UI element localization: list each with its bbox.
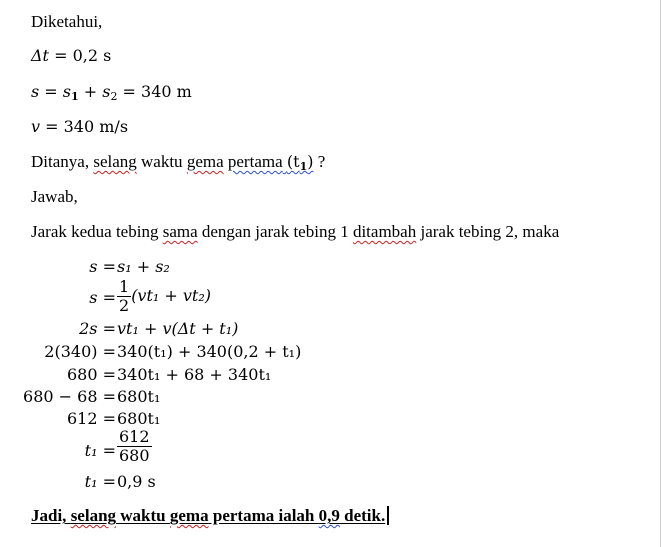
step-5-lhs: 680 =: [66, 365, 116, 384]
conclusion-word-selang[interactable]: selang: [70, 506, 117, 525]
step-8: [0, 428, 661, 470]
question-suffix: ?: [313, 152, 326, 171]
step-7-lhs: 612 =: [66, 409, 116, 428]
question-word-gema[interactable]: gema: [186, 152, 224, 171]
distance-value: = 340 m: [117, 82, 192, 101]
answer-intro-part3: dengan jarak tebing 1: [197, 222, 353, 241]
delta-t-line: [31, 46, 111, 66]
velocity-value: 340 m/s: [63, 117, 129, 136]
step-1-rhs: s₁ + s₂: [117, 257, 170, 276]
step-7-rhs: 680t₁: [117, 409, 161, 428]
conclusion-part1: Jadi,: [31, 506, 71, 525]
step-2-rhs-group: [117, 278, 211, 315]
question-word-pertama: pertama: [227, 152, 283, 171]
conclusion-value[interactable]: 0,9: [318, 506, 340, 525]
text-cursor: [387, 506, 389, 525]
step-6-lhs: 680 − 68 =: [23, 387, 116, 406]
known-heading: Diketahui,: [31, 12, 103, 31]
answer-intro-word-sama[interactable]: sama: [162, 222, 198, 241]
step-8-fraction: [117, 428, 152, 465]
step-2-fraction: [117, 278, 131, 315]
question-prefix: Ditanya,: [31, 152, 94, 171]
delta-t-lhs: Δt =: [31, 46, 73, 65]
conclusion-part3: waktu: [116, 506, 170, 525]
distance-mid: + s: [78, 82, 111, 101]
step-4-rhs: 340(t₁) + 340(0,2 + t₁): [117, 342, 302, 361]
conclusion-part7: detik.: [339, 506, 386, 525]
step-2: [0, 278, 661, 318]
question-symbol-sub: 1: [299, 160, 308, 173]
velocity-line: [31, 117, 128, 137]
question-word-selang[interactable]: selang: [93, 152, 137, 171]
question-symbol: (t: [286, 152, 300, 171]
step-3-rhs: vt₁ + v(Δt + t₁): [117, 319, 239, 338]
delta-t-value: 0,2 s: [72, 46, 112, 65]
distance-lhs: s = s: [31, 82, 71, 101]
step-5-rhs: 340t₁ + 68 + 340t₁: [117, 365, 272, 384]
conclusion-part5: pertama ialah: [208, 506, 319, 525]
velocity-lhs: v =: [31, 117, 64, 136]
step-8-frac-num: 612: [119, 427, 150, 446]
answer-intro-part1: Jarak kedua tebing: [31, 222, 163, 241]
step-1-lhs: s =: [89, 257, 116, 276]
step-2-rhs: (vt₁ + vt₂): [131, 286, 212, 305]
answer-intro: [31, 222, 559, 242]
answer-intro-word-ditambah[interactable]: ditambah: [352, 222, 417, 241]
step-6-rhs: 680t₁: [117, 387, 161, 406]
step-2-lhs: s =: [89, 288, 116, 307]
step-2-frac-den: 2: [119, 296, 130, 315]
step-9-lhs: t₁ =: [84, 472, 116, 491]
step-8-lhs: t₁ =: [84, 441, 116, 460]
question-word-waktu: waktu: [136, 152, 187, 171]
step-8-rhs-group: [117, 428, 152, 465]
conclusion-line: [31, 506, 389, 526]
conclusion-word-gema[interactable]: gema: [169, 506, 209, 525]
step-3-lhs: 2s =: [79, 319, 116, 338]
answer-intro-part5: jarak tebing 2, maka: [416, 222, 560, 241]
step-9-rhs: 0,9 s: [117, 472, 156, 491]
question-word-pertama-group[interactable]: [228, 152, 314, 171]
question-line: [31, 152, 325, 177]
distance-line: $s = s_1 + s_2 = 340$ m: [31, 82, 192, 103]
question-symbol-close: ): [307, 152, 314, 171]
step-8-frac-den: 680: [119, 446, 150, 465]
step-2-frac-num: 1: [119, 277, 130, 296]
step-4-lhs: 2(340) =: [44, 342, 116, 361]
answer-heading: Jawab,: [31, 187, 78, 206]
